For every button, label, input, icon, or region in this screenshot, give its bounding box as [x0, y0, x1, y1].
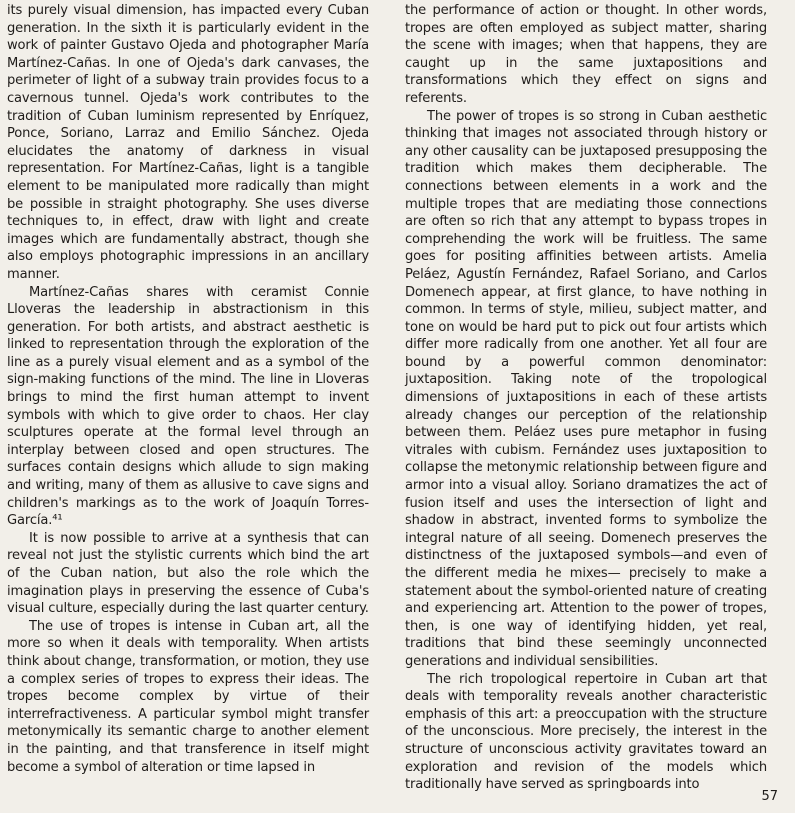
right-paragraph-3: The rich tropological repertoire in Cuban art that deals with temporality reveals another characteristic emphasis of this art: a preoccupation with the structure of the unconscious. More precisely, the interest in the structure of unconscious activity gravitates toward an exploration and revision of the models which traditionally have served as springboards into	[405, 671, 767, 793]
right-column	[405, 2, 767, 793]
left-paragraph-1: its purely visual dimension, has impacted every Cuban generation. In the sixth it is particularly evident in the work of painter Gustavo Ojeda and photographer María Martínez-Cañas. In one of Ojeda's dark canvases, the perimeter of light of a subway train provides focus to a cavernous tunnel. Ojeda's work contributes to the tradition of Cuban luminism represented by Enríquez, Ponce, Soriano, Larraz and Emilio Sánchez. Ojeda elucidates the anatomy of darkness in visual representation. For Martínez-Cañas, light is a tangible element to be manipulated more radically than might be possible in straight photography. She uses diverse techniques to, in effect, draw with light and create images which are fundamentally abstract, though she also employs photographic impressions in an ancillary manner.	[7, 3, 369, 282]
left-column	[7, 2, 369, 782]
page-number: 57	[761, 789, 778, 804]
right-paragraph-2: The power of tropes is so strong in Cuban aesthetic thinking that images not associated through history or any other causality can be juxtaposed presupposing the tradition which makes them decipherable. The connections between elements in a work and the multiple tropes that are mediating those connections are often so rich that any attempt to bypass tropes in comprehending the work will be fruitless. The same goes for positing affinities between artists. Amelia Peláez, Agustín Fernández, Rafael Soriano, and Carlos Domenech appear, at first glance, to have nothing in common. In terms of style, milieu, subject matter, and tone on would be hard put to pick out four artists which differ more radically from one another. Yet all four are bound by a powerful common denominator: juxtaposition. Taking note of the tropological dimensions of juxtapositions in each of these artists already changes our perception of the relationship between them. Peláez uses pure metaphor in fusing vitrales with cubism. Fernández uses juxtaposition to collapse the metonymic relationship between figure and armor into a visual alloy. Soriano dramatizes the act of fusion itself and uses the intersection of light and shadow in abstract, invented forms to symbolize the integral nature of all seeing. Domenech preserves the distinctness of the juxtaposed symbols—and even of the different media he mixes— precisely to make a statement about the symbol-oriented nature of creating and experiencing art. Attention to the power of tropes, then, is one way of identifying hidden, yet real, traditions that bind these seemingly unconnected generations and individual sensibilities.	[405, 108, 767, 669]
left-paragraph-4: The use of tropes is intense in Cuban art, all the more so when it deals with temporality. When artists think about change, transformation, or motion, they use a complex series of tropes to express their ideas. The tropes become complex by virtue of their interrefractiveness. A particular symbol might transfer metonymically its semantic charge to another element in the painting, and that transference in itself might become a symbol of alteration or time lapsed in	[7, 618, 369, 775]
left-paragraph-3: It is now possible to arrive at a synthesis that can reveal not just the stylistic currents which bind the art of the Cuban nation, but also the role which the imagination plays in preserving the essence of Cuba's visual culture, especially during the last quarter century.	[7, 530, 369, 617]
left-paragraph-2: Martínez-Cañas shares with ceramist Connie Lloveras the leadership in abstractionism in this generation. For both artists, and abstract aesthetic is linked to representation through the exploration of the line as a purely visual element and as a symbol of the sign-making functions of the mind. The line in Lloveras brings to mind the first human attempt to invent symbols with which to give order to chaos. Her clay sculptures operate at the formal level through an interplay between closed and open structures. The surfaces contain designs which allude to sign making and writing, many of them as allusive to cave signs and children's markings as to the work of Joaquín Torres-García.⁴¹	[7, 284, 369, 529]
right-paragraph-1: the performance of action or thought. In other words, tropes are often employed as subject matter, sharing the scene with images; when that happens, they are caught up in the same juxtapositions and transformations which they effect on signs and referents.	[405, 3, 767, 106]
